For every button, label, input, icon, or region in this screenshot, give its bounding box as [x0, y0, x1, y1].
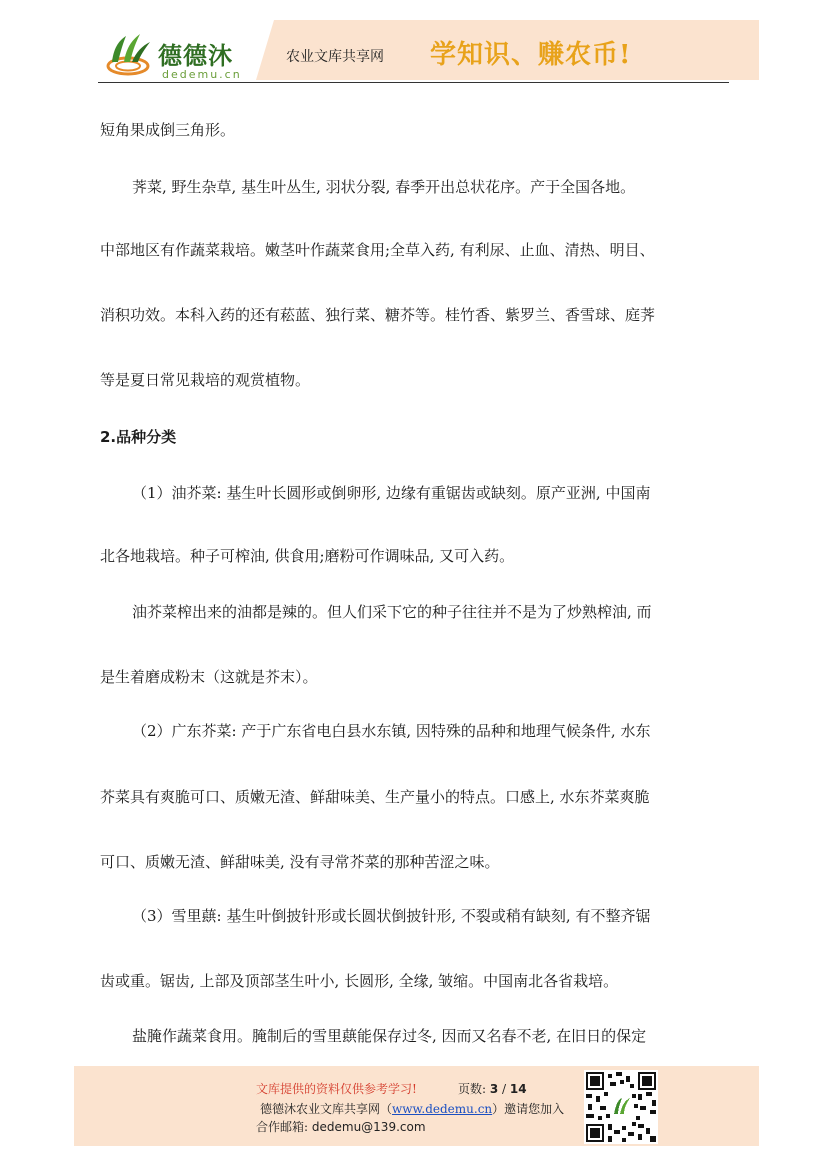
- paragraph-line: 中部地区有作蔬菜栽培。嫩茎叶作蔬菜食用;全草入药, 有利尿、止血、清热、明目、: [100, 241, 655, 259]
- footer-invite: [260, 1100, 564, 1117]
- page-current: 3: [489, 1082, 499, 1096]
- paragraph-line: 可口、质嫩无渣、鲜甜味美, 没有寻常芥菜的那种苦涩之味。: [100, 853, 500, 871]
- paragraph-line: 等是夏日常见栽培的观赏植物。: [100, 371, 311, 389]
- logo-name: 德德沐: [158, 42, 233, 70]
- header-divider: [98, 82, 729, 83]
- invite-suffix: ）邀请您加入: [492, 1102, 565, 1116]
- site-logo[interactable]: [98, 28, 258, 84]
- site-link[interactable]: www.dedemu.cn: [392, 1102, 493, 1116]
- site-name: 农业文库共享网: [286, 49, 384, 65]
- paragraph-line: （3）雪里蕻: 基生叶倒披针形或长圆状倒披针形, 不裂或稍有缺刻, 有不整齐锯: [132, 907, 651, 925]
- paragraph-line: 消积功效。本科入药的还有菘蓝、独行菜、糖芥等。桂竹香、紫罗兰、香雪球、庭荠: [100, 306, 656, 324]
- page-footer: [74, 1066, 759, 1146]
- page-total: 14: [509, 1082, 527, 1096]
- paragraph-line: 短角果成倒三角形。: [100, 121, 236, 139]
- paragraph-line: 芥菜具有爽脆可口、质嫩无渣、鲜甜味美、生产量小的特点。口感上, 水东芥菜爽脆: [100, 788, 650, 806]
- leaf-logo-icon: [102, 32, 154, 76]
- logo-domain: dedemu.cn: [162, 68, 242, 81]
- paragraph-line: （2）广东芥菜: 产于广东省电白县水东镇, 因特殊的品种和地理气候条件, 水东: [132, 722, 651, 740]
- paragraph-line: （1）油芥菜: 基生叶长圆形或倒卵形, 边缘有重锯齿或缺刻。原产亚洲, 中国南: [132, 484, 651, 502]
- contact-email[interactable]: dedemu@139.com: [311, 1120, 426, 1134]
- email-label: 合作邮箱:: [256, 1120, 309, 1134]
- paragraph-line: 齿或重。锯齿, 上部及顶部茎生叶小, 长圆形, 全缘, 皱缩。中国南北各省栽培。: [100, 972, 619, 990]
- paragraph-line: 油芥菜榨出来的油都是辣的。但人们采下它的种子往往并不是为了炒熟榨油, 而: [132, 603, 652, 621]
- invite-prefix: 德德沐农业文库共享网（: [260, 1102, 393, 1116]
- page-counter: [458, 1080, 527, 1097]
- qr-code-icon[interactable]: [584, 1070, 658, 1144]
- paragraph-line: 盐腌作蔬菜食用。腌制后的雪里蕻能保存过冬, 因而又名春不老, 在旧日的保定: [132, 1027, 647, 1045]
- paragraph-line: 是生着磨成粉末（这就是芥末）。: [100, 668, 318, 686]
- page-header: [98, 18, 759, 82]
- paragraph-line: 北各地栽培。种子可榨油, 供食用;磨粉可作调味品, 又可入药。: [100, 547, 515, 565]
- paragraph-line: 荠菜, 野生杂草, 基生叶丛生, 羽状分裂, 春季开出总状花序。产于全国各地。: [132, 178, 636, 196]
- footer-contact: [256, 1118, 426, 1135]
- site-slogan: 学知识、赚农币!: [430, 40, 632, 70]
- footer-notice: 文库提供的资料仅供参考学习!: [256, 1082, 417, 1096]
- section-heading: 2.品种分类: [100, 428, 177, 446]
- pages-label: 页数:: [458, 1082, 487, 1096]
- page-separator: /: [498, 1082, 510, 1096]
